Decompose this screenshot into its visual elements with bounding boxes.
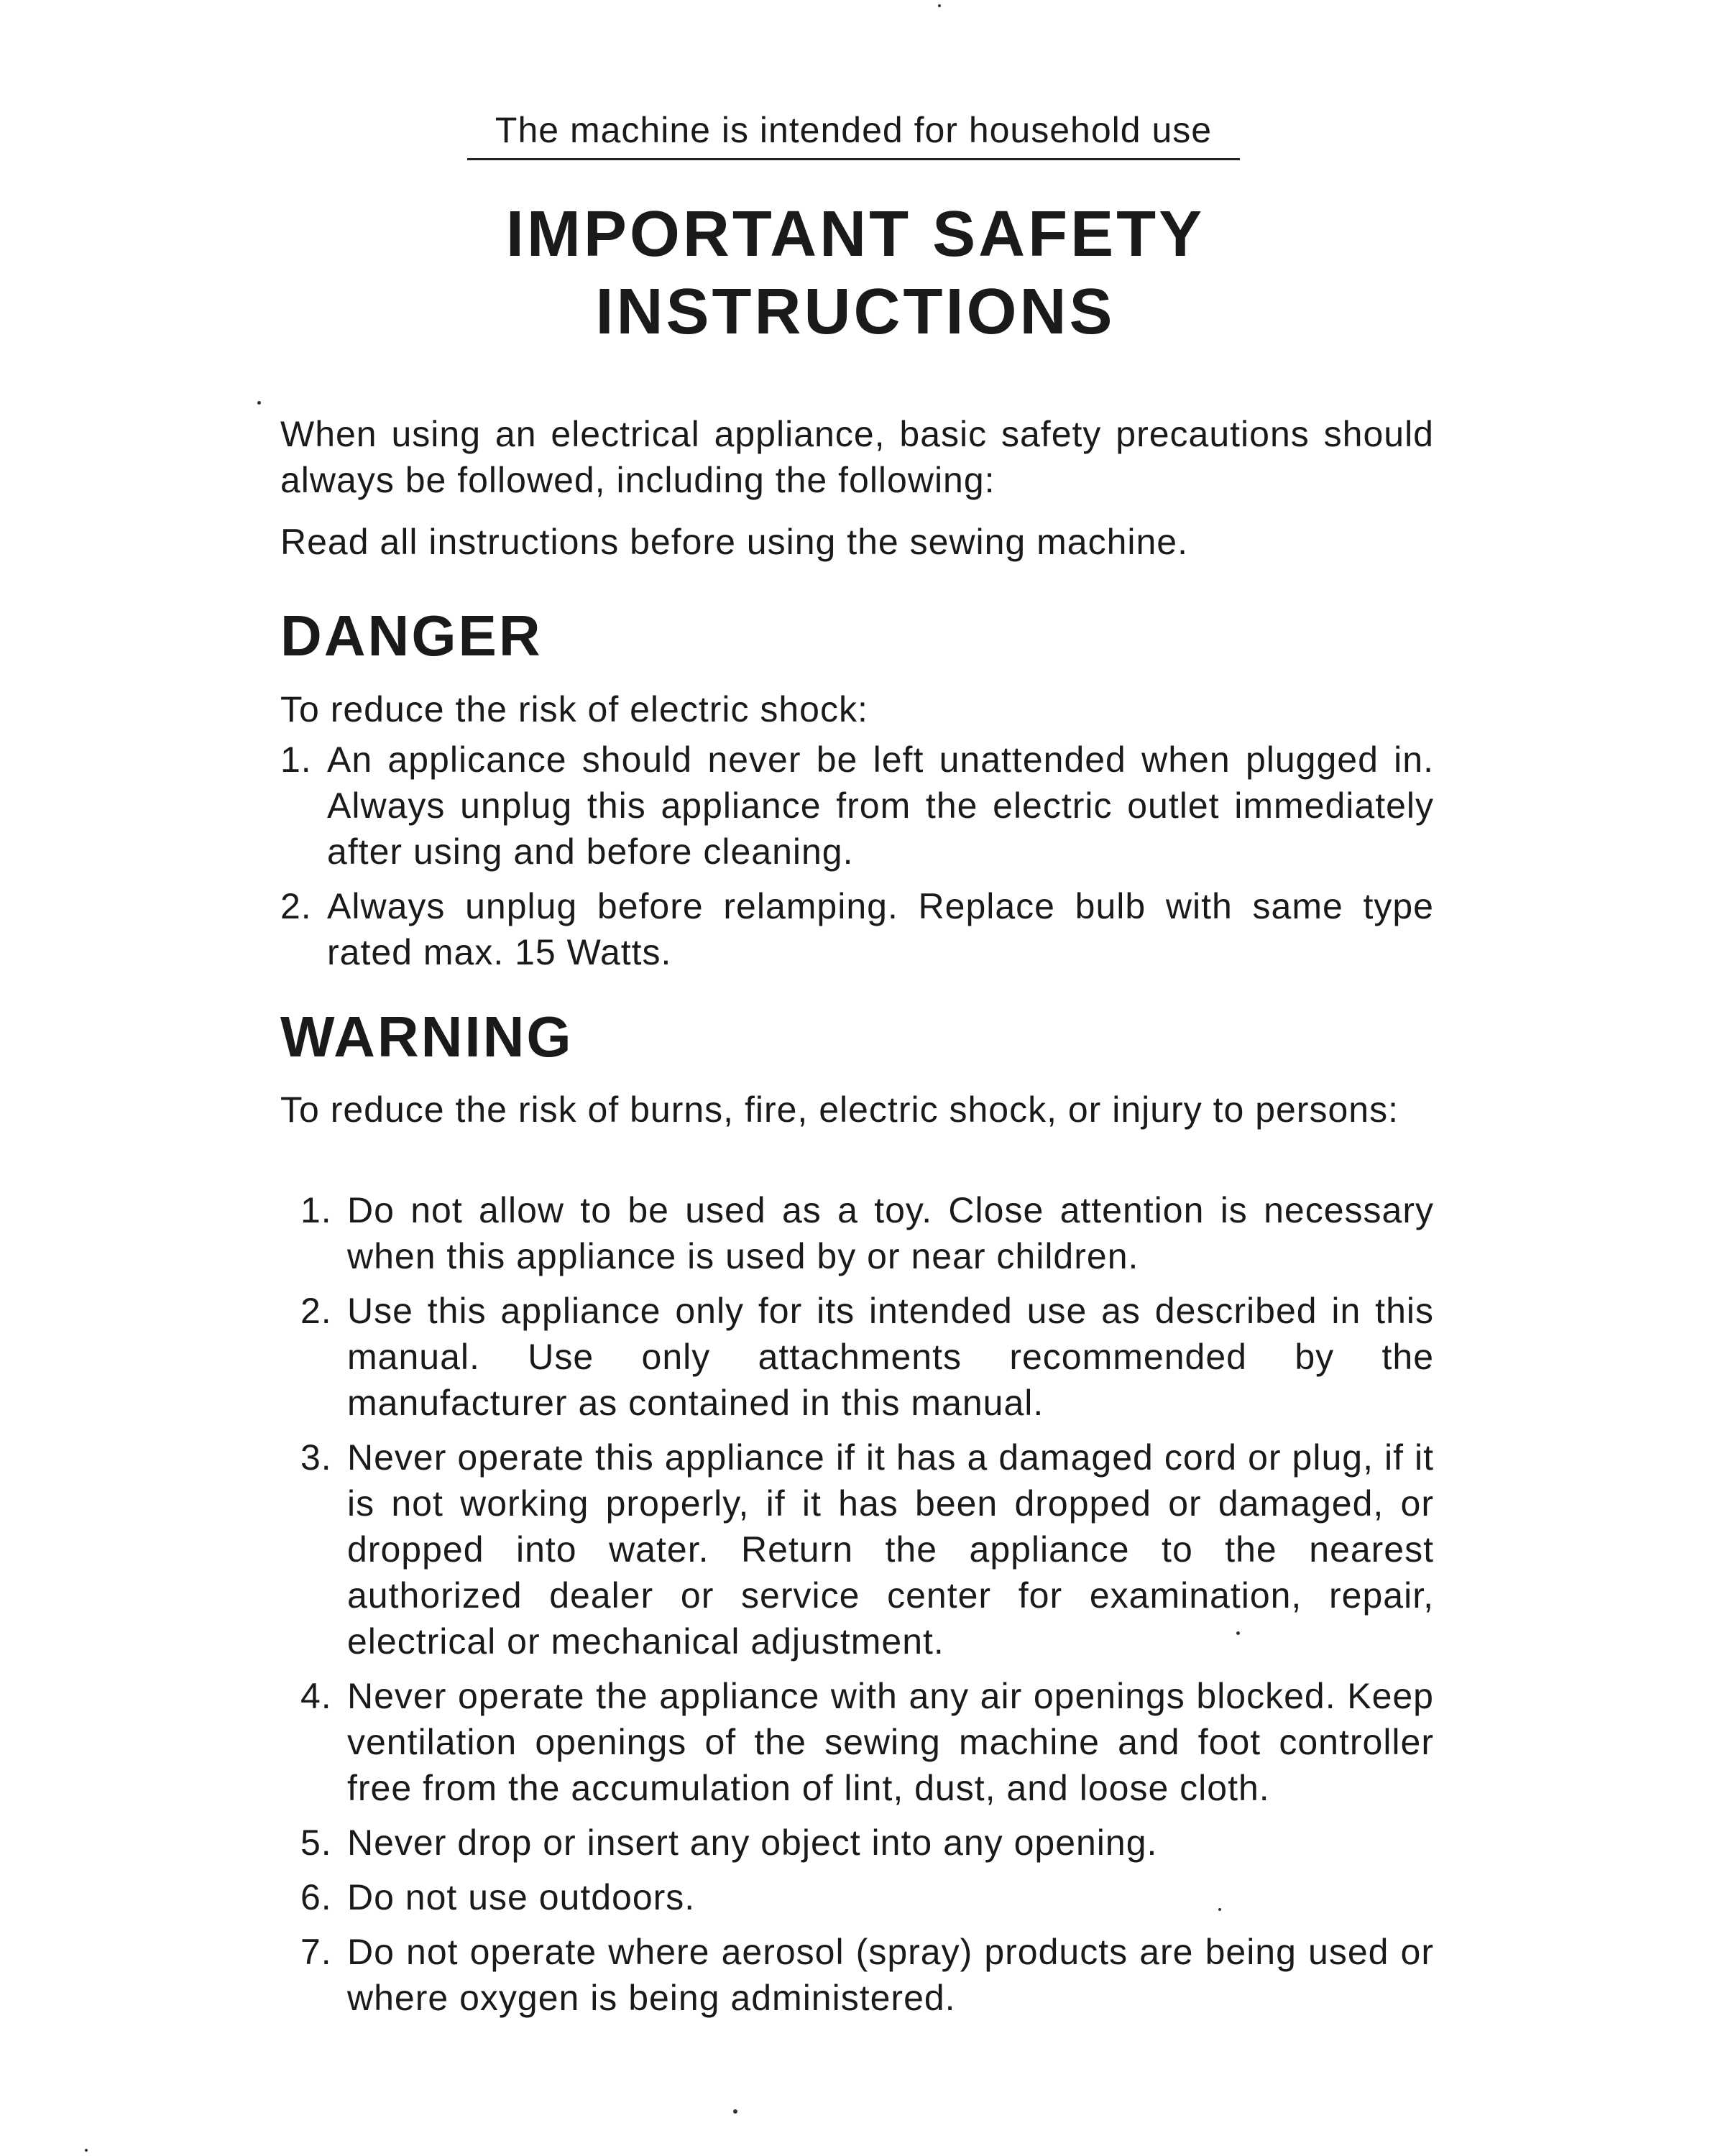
- danger-list: [280, 737, 1434, 984]
- danger-heading: DANGER: [280, 604, 543, 668]
- list-item-number: 1.: [300, 1190, 332, 1230]
- list-item-text: Always unplug before relamping. Replace bulb with same type rated max. 15 Watts.: [327, 886, 1434, 972]
- warning-lead: To reduce the risk of burns, fire, electric shock, or injury to persons:: [280, 1089, 1399, 1130]
- list-item-text: Never operate this appliance if it has a damaged cord or plug, if it is not working properly, if it has been dropped or damaged, or dropped into water. Return the appliance to the nearest authorized dealer or service center for examination, repair, electrical or mechanical adjustment.: [347, 1437, 1434, 1662]
- intro-paragraph: When using an electrical appliance, basic safety precautions should always be followed, including the following:: [280, 414, 1434, 500]
- list-item-number: 2.: [280, 886, 312, 926]
- list-item-number: 5.: [300, 1823, 332, 1863]
- page-title: IMPORTANT SAFETY INSTRUCTIONS: [505, 198, 1205, 348]
- scan-speck: [85, 2149, 88, 2152]
- list-item-text: Do not use outdoors.: [347, 1877, 696, 1917]
- list-item-number: 4.: [300, 1676, 332, 1716]
- warning-list: [300, 1187, 1434, 2030]
- list-item: [280, 737, 1434, 875]
- list-item: [300, 1288, 1434, 1426]
- list-item: [300, 1820, 1434, 1866]
- list-item-text: Do not allow to be used as a toy. Close attention is necessary when this appliance is used by or near children.: [347, 1190, 1434, 1276]
- list-item: [300, 1434, 1434, 1664]
- list-item: [300, 1673, 1434, 1811]
- list-item-text: An applicance should never be left unattended when plugged in. Always unplug this appliance from the electric outlet immediately after using and before cleaning.: [327, 740, 1434, 872]
- list-item-text: Use this appliance only for its intended use as described in this manual. Use only attachments recommended by the manufacturer as contained in this manual.: [347, 1291, 1434, 1423]
- list-item-number: 7.: [300, 1932, 332, 1972]
- list-item-text: Never operate the appliance with any air openings blocked. Keep ventilation openings of the sewing machine and foot controller free from the accumulation of lint, dust, and loose cloth.: [347, 1676, 1434, 1808]
- warning-heading: WARNING: [280, 1005, 574, 1069]
- header-note: The machine is intended for household use: [467, 106, 1240, 160]
- danger-lead: To reduce the risk of electric shock:: [280, 689, 868, 729]
- scan-speck: [938, 4, 941, 7]
- list-item-number: 2.: [300, 1291, 332, 1331]
- scan-speck: [733, 2109, 737, 2114]
- list-item-text: Never drop or insert any object into any opening.: [347, 1823, 1158, 1863]
- list-item-number: 6.: [300, 1877, 332, 1917]
- list-item-number: 3.: [300, 1437, 332, 1478]
- list-item-text: Do not operate where aerosol (spray) products are being used or where oxygen is being administered.: [347, 1932, 1434, 2018]
- list-item-number: 1.: [280, 740, 312, 780]
- scan-speck: [257, 401, 261, 405]
- list-item: [300, 1874, 1434, 1920]
- list-item: [300, 1187, 1434, 1279]
- list-item: [300, 1929, 1434, 2021]
- list-item: [280, 883, 1434, 975]
- intro-read-instructions: Read all instructions before using the sewing machine.: [280, 522, 1189, 562]
- scan-speck: [1236, 1631, 1240, 1635]
- scan-speck: [1218, 1908, 1221, 1911]
